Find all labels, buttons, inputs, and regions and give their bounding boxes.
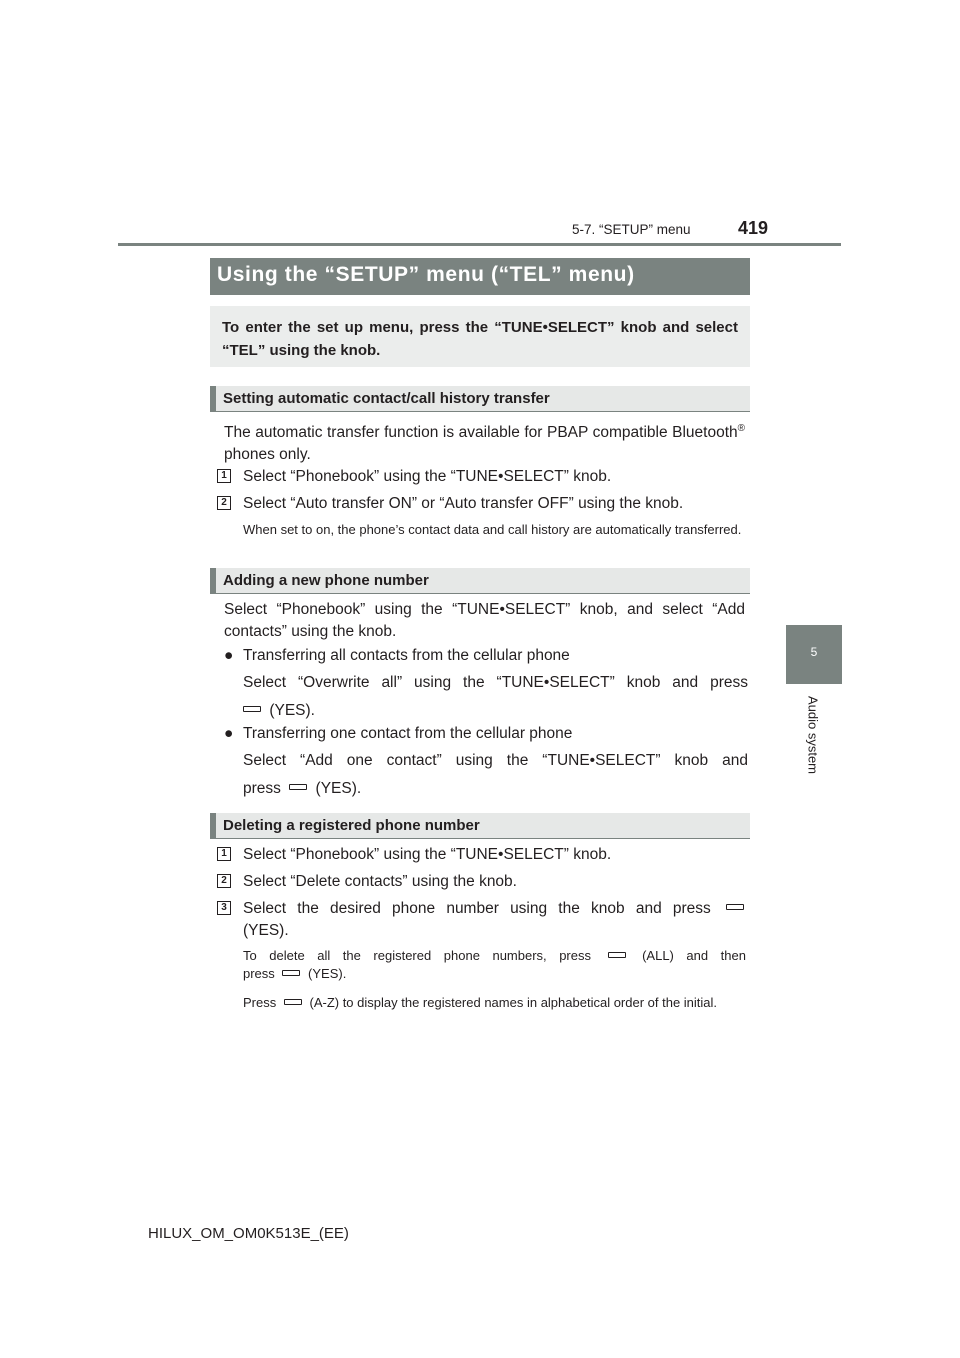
button-icon (608, 952, 626, 958)
step-text: Select “Delete contacts” using the knob. (243, 873, 517, 890)
section-heading-delete-number: Deleting a registered phone number (210, 813, 750, 839)
button-icon (282, 970, 300, 976)
auto-transfer-note: When set to on, the phone’s contact data and call history are automatically transferred. (243, 522, 742, 537)
header-divider (118, 243, 841, 246)
chapter-tab: 5 (786, 625, 842, 684)
page-number: 419 (738, 218, 769, 238)
delete-all-note: press (YES). (243, 966, 347, 981)
bullet-text: Select “Add one contact” using the “TUNE•SELECT” knob and (243, 752, 748, 769)
bullet-title: Transferring one contact from the cellular phone (243, 725, 573, 742)
step-number-box: 2 (217, 496, 231, 510)
bullet-text: press (YES). (243, 780, 362, 797)
page-title: Using the “SETUP” menu (“TEL” menu) (210, 258, 750, 295)
bullet-marker: ● (224, 647, 234, 664)
step-number-box: 2 (217, 874, 231, 888)
section-heading-auto-transfer: Setting automatic contact/call history transfer (210, 386, 750, 412)
add-number-paragraph: Select “Phonebook” using the “TUNE•SELECT” knob, and select “Add contacts” using the knob. (224, 601, 745, 640)
step-number-box: 3 (217, 901, 231, 915)
button-icon (289, 784, 307, 790)
section-heading-add-number: Adding a new phone number (210, 568, 750, 594)
step-text: Select “Auto transfer ON” or “Auto transfer OFF” using the knob. (243, 495, 684, 512)
bullet-text: (YES). (243, 700, 748, 722)
button-icon (284, 999, 302, 1005)
intro-box: To enter the set up menu, press the “TUNE•SELECT” knob and select “TEL” using the knob. (210, 306, 750, 367)
step-text: Select “Phonebook” using the “TUNE•SELECT” knob. (243, 846, 612, 863)
step-text: Select the desired phone number using the knob and press (243, 898, 748, 920)
step-text: Select “Phonebook” using the “TUNE•SELECT” knob. (243, 468, 612, 485)
bullet-marker: ● (224, 725, 234, 742)
button-icon (243, 706, 261, 712)
button-icon (726, 904, 744, 910)
step-number-box: 1 (217, 469, 231, 483)
step-number-box: 1 (217, 847, 231, 861)
auto-transfer-paragraph: The automatic transfer function is available for PBAP compatible Bluetooth® phones only. (224, 423, 745, 464)
bullet-text: Select “Overwrite all” using the “TUNE•SELECT” knob and press (243, 674, 748, 691)
document-code: HILUX_OM_OM0K513E_(EE) (148, 1225, 349, 1242)
delete-all-note: To delete all the registered phone numbers, press (ALL) and then (243, 948, 746, 963)
alphabetical-note: Press (A-Z) to display the registered names in alphabetical order of the initial. (243, 995, 718, 1010)
bullet-title: Transferring all contacts from the cellular phone (243, 647, 570, 664)
section-reference: 5-7. “SETUP” menu (572, 222, 691, 237)
step-text: (YES). (243, 922, 289, 939)
